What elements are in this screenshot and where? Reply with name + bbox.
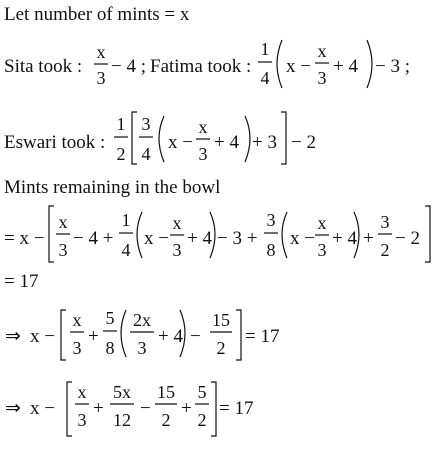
- left-paren: [277, 40, 282, 88]
- fatima-frac-den: 4: [260, 68, 270, 88]
- right-bracket: [211, 382, 216, 436]
- eq2-d-den: 2: [216, 338, 226, 358]
- eswari-inner-x: x −: [168, 132, 193, 153]
- eq3-b-den: 12: [113, 410, 131, 430]
- definition-line: Let number of mints = x: [4, 4, 190, 25]
- eq3-op3: +: [181, 398, 192, 419]
- eswari-frac-num: 3: [141, 114, 151, 134]
- eq1-b-in-den: 3: [172, 240, 182, 260]
- left-bracket: [61, 310, 66, 360]
- eq3-lead: x −: [30, 398, 55, 419]
- left-bracket: [67, 382, 72, 436]
- eswari-frac-den: 4: [141, 144, 151, 164]
- fatima-frac-num: 1: [260, 39, 270, 59]
- eq1-a-tail: − 4 +: [73, 228, 114, 249]
- implies-arrow: ⇒: [5, 398, 21, 419]
- eswari-line: [4, 112, 316, 164]
- eq1-d-den: 2: [380, 240, 390, 260]
- eq3-c-num: 15: [157, 382, 175, 402]
- eswari-outer-den: 2: [116, 144, 126, 164]
- eq1-b-tail: + 4: [187, 228, 212, 249]
- eq3-op2: −: [140, 398, 151, 419]
- sita-fatima-line: [4, 39, 410, 88]
- remaining-heading: Mints remaining in the bowl: [4, 177, 221, 198]
- eq1-b-in-num: x: [172, 213, 182, 233]
- eq1-d-num: 3: [380, 212, 390, 232]
- eq2-d-num: 15: [212, 310, 230, 330]
- eq2-c-tail: + 4: [158, 326, 183, 347]
- sita-numerator: x: [96, 42, 106, 62]
- eq1-c-x: x −: [290, 228, 315, 249]
- eq1-a-den: 3: [58, 240, 68, 260]
- eq1-b-num: 1: [121, 210, 131, 230]
- equation-3: [5, 382, 253, 436]
- sita-denominator: 3: [96, 68, 106, 88]
- eq3-c-den: 2: [161, 410, 171, 430]
- fatima-inner-tail: + 4: [333, 56, 358, 77]
- eq1-mid: − 3 +: [217, 228, 258, 249]
- eswari-tail: − 2: [291, 132, 316, 153]
- eq3-result: = 17: [219, 398, 254, 419]
- eq1-c-in-num: x: [317, 213, 327, 233]
- equation-1: [4, 206, 430, 262]
- eq1-c-tail: + 4: [332, 228, 357, 249]
- eq2-c-den: 3: [137, 338, 147, 358]
- eq3-d-den: 2: [197, 410, 207, 430]
- fatima-inner-den: 3: [317, 68, 327, 88]
- eq2-c-num: 2x: [133, 310, 151, 330]
- fatima-inner-num: x: [317, 41, 327, 61]
- eq1-d-plus: +: [363, 228, 374, 249]
- fatima-inner-x: x −: [286, 56, 311, 77]
- sita-tail: − 4 ;: [111, 56, 146, 77]
- eq2-a-den: 3: [72, 338, 82, 358]
- eswari-inner-den: 3: [198, 144, 208, 164]
- sita-label: Sita took :: [4, 56, 83, 77]
- eswari-inner-tail: + 4: [214, 132, 239, 153]
- eq2-lead: x −: [30, 326, 55, 347]
- eq1-b-den: 4: [121, 240, 131, 260]
- eq1-c-den: 8: [266, 240, 276, 260]
- eq3-a-den: 3: [77, 410, 87, 430]
- eswari-mid: + 3: [252, 132, 277, 153]
- left-paren: [159, 116, 164, 162]
- right-bracket: [281, 112, 286, 164]
- right-bracket: [236, 310, 241, 360]
- eq1-lead: = x −: [4, 228, 45, 249]
- fatima-tail: − 3 ;: [375, 56, 410, 77]
- eq1-c-num: 3: [266, 210, 276, 230]
- eq2-a-num: x: [72, 310, 82, 330]
- right-paren: [367, 40, 372, 88]
- eq1-d-tail: − 2: [395, 228, 420, 249]
- eq2-result: = 17: [245, 326, 280, 347]
- eq1-b-x: x −: [144, 228, 169, 249]
- eq1-result: = 17: [4, 271, 39, 292]
- eswari-label: Eswari took :: [4, 132, 106, 153]
- eq2-plus: +: [88, 326, 99, 347]
- eq2-b-den: 8: [105, 338, 115, 358]
- implies-arrow: ⇒: [5, 326, 21, 347]
- left-paren: [121, 310, 126, 357]
- eq2-minus: −: [190, 326, 201, 347]
- eq3-b-num: 5x: [113, 382, 131, 402]
- eq2-b-num: 5: [105, 308, 115, 328]
- left-bracket: [49, 206, 54, 262]
- eq3-op1: +: [93, 398, 104, 419]
- eq1-c-in-den: 3: [317, 240, 327, 260]
- left-paren: [137, 212, 142, 258]
- eswari-inner-num: x: [198, 117, 208, 137]
- right-paren: [245, 116, 250, 162]
- fatima-label: Fatima took :: [150, 56, 252, 77]
- right-bracket: [425, 206, 430, 262]
- left-bracket: [132, 112, 137, 164]
- equation-2: [5, 308, 279, 360]
- eq3-d-num: 5: [197, 382, 207, 402]
- eswari-outer-num: 1: [116, 114, 126, 134]
- left-paren: [282, 212, 287, 258]
- eq1-a-num: x: [58, 212, 68, 232]
- eq3-a-num: x: [77, 382, 87, 402]
